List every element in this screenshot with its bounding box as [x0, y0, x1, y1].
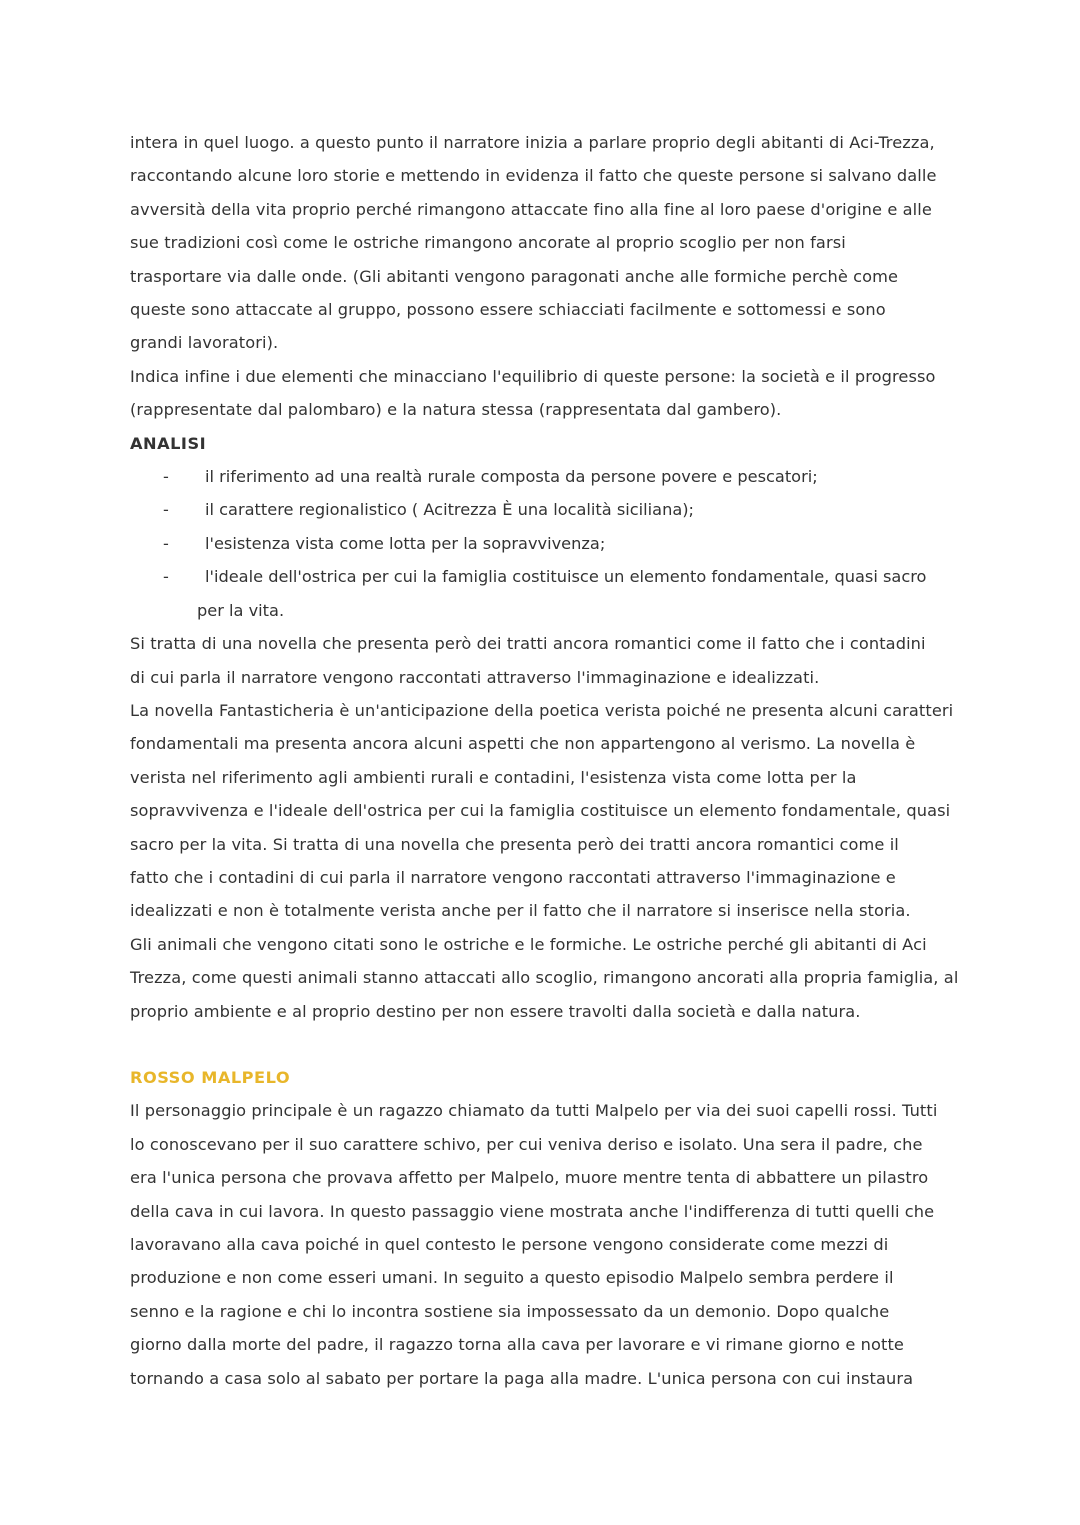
section-analisi — [130, 427, 960, 1028]
text-line: grandi lavoratori). — [130, 333, 279, 353]
text-line: fondamentali ma presenta ancora alcuni aspetti che non appartengono al verismo. La novella è — [130, 734, 916, 754]
text-line: lavoravano alla cava poiché in quel contesto le persone vengono considerate come mezzi di — [130, 1235, 889, 1254]
text-line: era l'unica persona che provava affetto per Malpelo, muore mentre tenta di abbattere un pilastro — [130, 1168, 929, 1188]
bullet-text: l'esistenza vista come lotta per la sopravvivenza; — [205, 533, 606, 553]
text-line: Il personaggio principale è un ragazzo chiamato da tutti Malpelo per via dei suoi capelli rossi. Tutti — [130, 1101, 938, 1121]
text-line: intera in quel luogo. a questo punto il narratore inizia a parlare proprio degli abitanti di Aci-Trezza, — [130, 133, 935, 152]
bullet-text: il carattere regionalistico ( Acitrezza È una località siciliana); — [205, 500, 695, 520]
text-line: raccontando alcune loro storie e mettendo in evidenza il fatto che queste persone si salvano dalle — [130, 166, 937, 186]
text-line: Gli animali che vengono citati sono le ostriche e le formiche. Le ostriche perché gli abitanti di Aci — [130, 934, 927, 954]
text-line: sue tradizioni così come le ostriche rimangono ancorate al proprio scoglio per non farsi — [130, 233, 846, 253]
text-line: verista nel riferimento agli ambienti rurali e contadini, l'esistenza vista come lotta per la — [130, 767, 857, 787]
bullet-dash: - — [163, 500, 169, 520]
bullet-dash: - — [163, 533, 169, 553]
text-line: Si tratta di una novella che presenta però dei tratti ancora romantici come il fatto che i contadini — [130, 634, 926, 654]
text-line: Trezza, come questi animali stanno attaccati allo scoglio, rimangono ancorati alla propria famiglia, al — [130, 968, 959, 988]
text-line: fatto che i contadini di cui parla il narratore vengono raccontati attraverso l'immaginazione e — [130, 867, 896, 887]
bullet-dash: - — [163, 567, 169, 587]
text-line: giorno dalla morte del padre, il ragazzo torna alla cava per lavorare e vi rimane giorno e notte — [130, 1335, 904, 1355]
text-line: (rappresentate dal palombaro) e la natura stessa (rappresentata dal gambero). — [130, 400, 782, 420]
section-fantasticheria-summary — [130, 126, 960, 427]
text-line: avversità della vita proprio perché rimangono attaccate fino alla fine al loro paese d'origine e alle — [130, 199, 932, 219]
text-line: trasportare via dalle onde. (Gli abitanti vengono paragonati anche alle formiche perchè come — [130, 266, 899, 286]
rosso-malpelo-heading: ROSSO MALPELO — [130, 1067, 291, 1087]
text-line: tornando a casa solo al sabato per portare la paga alla madre. L'unica persona con cui instaura — [130, 1368, 914, 1388]
text-line: senno e la ragione e chi lo incontra sostiene sia impossessato da un demonio. Dopo qualche — [130, 1301, 890, 1321]
text-line: La novella Fantasticheria è un'anticipazione della poetica verista poiché ne presenta alcuni caratteri — [130, 700, 954, 720]
section-rosso-malpelo — [130, 1061, 960, 1395]
bullet-text-continuation: per la vita. — [197, 600, 285, 620]
bullet-text: il riferimento ad una realtà rurale composta da persone povere e pescatori; — [205, 467, 818, 487]
analisi-bullet-list — [130, 460, 960, 627]
section-spacer — [130, 1028, 960, 1061]
analisi-heading: ANALISI — [130, 433, 207, 453]
text-line: idealizzati e non è totalmente verista anche per il fatto che il narratore si inserisce nella storia. — [130, 901, 911, 921]
text-line: Indica infine i due elementi che minacciano l'equilibrio di queste persone: la società e il progresso — [130, 366, 936, 386]
text-line: proprio ambiente e al proprio destino per non essere travolti dalla società e dalla natura. — [130, 1001, 861, 1021]
list-item — [130, 493, 960, 526]
text-line: queste sono attaccate al gruppo, possono essere schiacciati facilmente e sottomessi e sono — [130, 300, 886, 320]
text-line: sacro per la vita. Si tratta di una novella che presenta però dei tratti ancora romantici come il — [130, 834, 899, 854]
text-line: lo conoscevano per il suo carattere schivo, per cui veniva deriso e isolato. Una sera il padre, che — [130, 1134, 923, 1154]
list-item — [130, 560, 960, 627]
bullet-text: l'ideale dell'ostrica per cui la famiglia costituisce un elemento fondamentale, quasi sacro — [205, 567, 927, 587]
bullet-dash: - — [163, 467, 169, 487]
text-line: produzione e non come esseri umani. In seguito a questo episodio Malpelo sembra perdere il — [130, 1268, 894, 1288]
list-item — [130, 460, 960, 493]
text-line: di cui parla il narratore vengono raccontati attraverso l'immaginazione e idealizzati. — [130, 667, 820, 687]
list-item — [130, 527, 960, 560]
text-line: sopravvivenza e l'ideale dell'ostrica per cui la famiglia costituisce un elemento fondamentale, quasi — [130, 801, 951, 821]
text-line: della cava in cui lavora. In questo passaggio viene mostrata anche l'indifferenza di tutti quelli che — [130, 1201, 935, 1221]
